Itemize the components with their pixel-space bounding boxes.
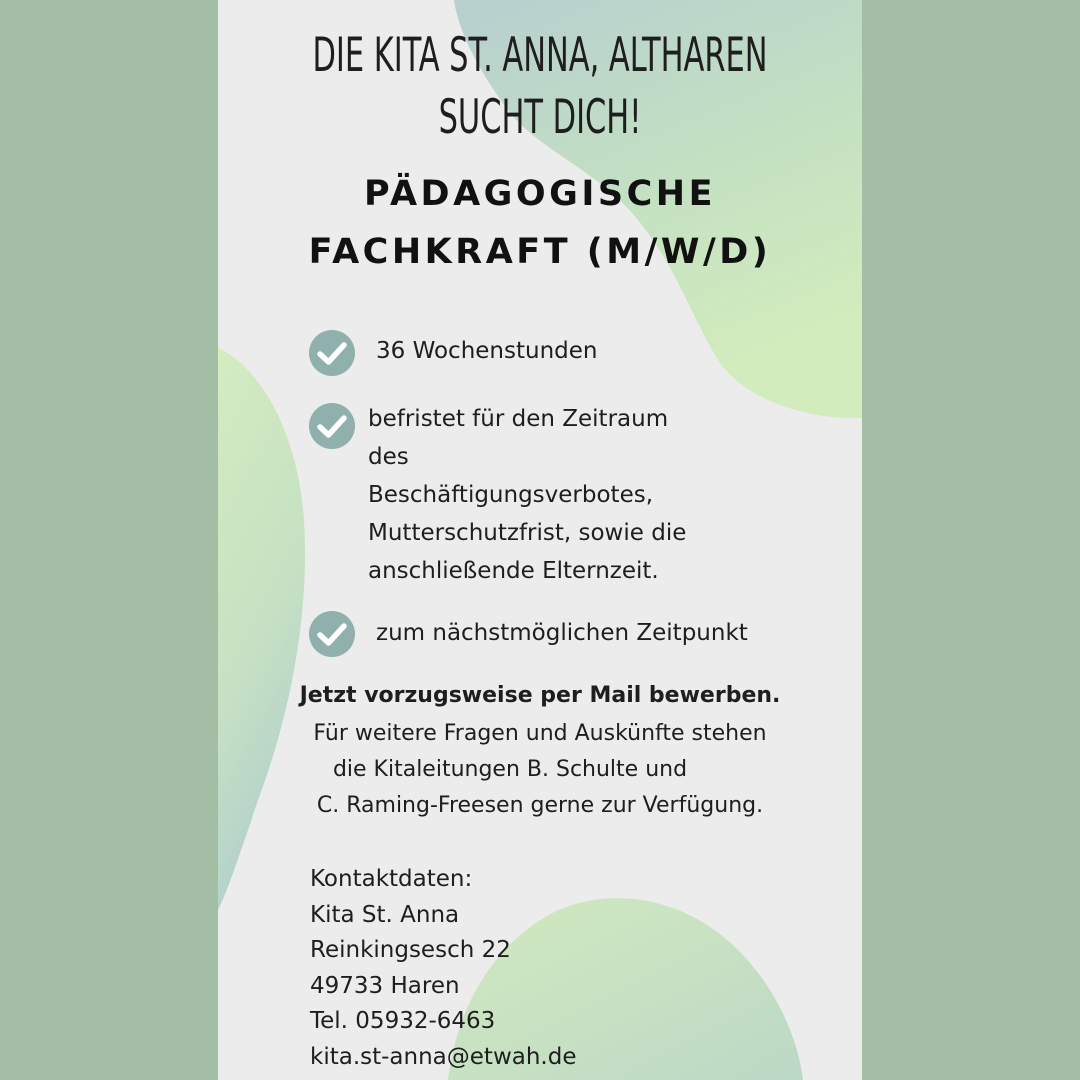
role-title-line-2: FACHKRAFT (M/W/D) [308, 232, 772, 272]
contact-street: Reinkingsesch 22 [310, 937, 511, 963]
contact-name: Kita St. Anna [310, 901, 460, 928]
bullet-text: des [368, 444, 409, 470]
contact-heading: Kontaktdaten: [310, 866, 473, 892]
job-posting-card [218, 0, 862, 1080]
bullet-text: befristet für den Zeitraum [368, 406, 669, 432]
bullet-temporary [368, 400, 686, 590]
bullet-text: Beschäftigungsverbotes, [368, 482, 654, 508]
check-circle-icon [309, 330, 355, 376]
contact-phone: Tel. 05932-6463 [310, 1008, 496, 1034]
contact-block [310, 862, 577, 1075]
headline-line-2: SUCHT DICH! [438, 90, 642, 145]
cta-text-line-1: Für weitere Fragen und Auskünfte stehen [313, 721, 767, 746]
check-circle-icon [309, 611, 355, 657]
bullet-start-date [376, 614, 748, 652]
bullet-text: zum nächstmöglichen Zeitpunkt [376, 620, 748, 646]
bullet-text: Mutterschutzfrist, sowie die [368, 520, 687, 546]
cta-text-line-3: C. Raming-Freesen gerne zur Verfügung. [316, 793, 764, 818]
bullet-hours [376, 332, 597, 370]
cta-text-line-2: die Kitaleitungen B. Schulte und [332, 757, 688, 782]
check-circle-icon [309, 403, 355, 449]
bullet-text: anschließende Elternzeit. [368, 558, 659, 584]
bullet-text: 36 Wochenstunden [376, 338, 598, 364]
cta-apply-by-mail: Jetzt vorzugsweise per Mail bewerben. [299, 683, 781, 708]
contact-city: 49733 Haren [310, 972, 460, 999]
headline-line-1: DIE KITA ST. ANNA, ALTHAREN [312, 28, 768, 83]
contact-email: kita.st-anna@etwah.de [310, 1043, 577, 1070]
role-title-line-1: PÄDAGOGISCHE [364, 174, 716, 214]
